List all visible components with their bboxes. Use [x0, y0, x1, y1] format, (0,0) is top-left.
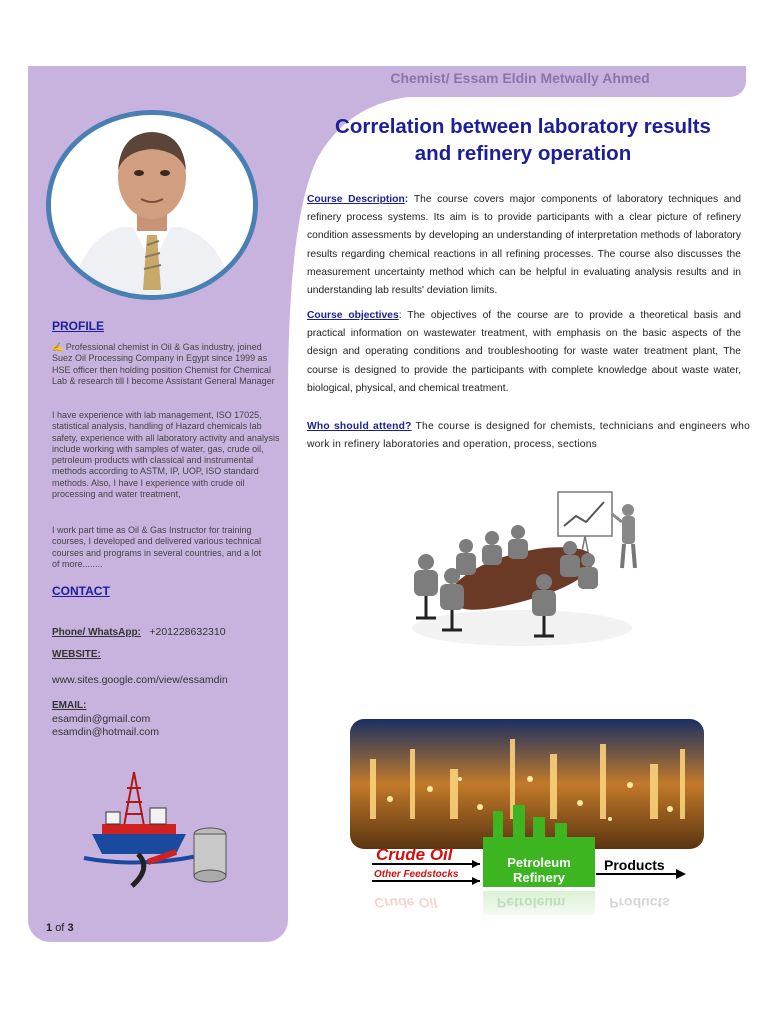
who-should-attend-label: Who should attend? — [307, 421, 412, 432]
email-link-1[interactable]: esamdin@gmail.com — [52, 713, 151, 725]
other-feedstocks-label: Other Feedstocks — [374, 869, 459, 880]
email-label: EMAIL: — [52, 700, 87, 711]
contact-heading: CONTACT — [52, 584, 110, 598]
course-objectives-text: The objectives of the course are to provide a theoretical basis and practical information on wastewater treatment, with emphasis on the basic aspects of the design and operating conditions and troubleshooting for waste water treatment plant, The course is designed to provide the participants with complete knowledge about waste water, biological, physical, and chemical treatment. — [307, 310, 741, 394]
email-link-2[interactable]: esamdin@hotmail.com — [52, 726, 159, 738]
profile-photo — [46, 110, 258, 300]
course-objectives: Course objectives: The objectives of the course are to provide a theoretical basis and practical information on wastewater treatment, with emphasis on the basic aspects of the design and operating conditions and troubleshooting for waste water treatment plant, The course is designed to provide the participants with complete knowledge about waste water, biological, physical, and chemical treatment. — [307, 310, 741, 394]
oil-rig-illustration — [78, 768, 230, 892]
profile-paragraph-3: I work part time as Oil & Gas Instructor for training courses, I developed and delivered various technical courses and programs in several countries, and a lot of more........ — [52, 525, 262, 569]
who-should-attend — [307, 418, 750, 454]
reflection-refinery: Petroleum — [496, 895, 566, 911]
page-current: 1 — [46, 922, 53, 934]
reflection — [374, 895, 694, 911]
website-link[interactable]: www.sites.google.com/view/essamdin — [52, 674, 228, 686]
profile-heading: PROFILE — [52, 319, 105, 333]
petroleum-refinery-label — [486, 855, 592, 885]
phone-value[interactable]: +201228632310 — [149, 626, 226, 638]
page-title: Correlation between laboratory results and refinery operation — [335, 115, 711, 165]
reflection-crude: Crude Oil — [374, 895, 438, 911]
course-description-text: The course covers major components of laboratory techniques and refinery process systems. Its aim is to provide participants with a clear picture of refinery condition assessments by developing an understanding of interpretation methods of laboratory results regarding chemical reactions in all refining processes. The course also discusses the measurement uncertainty method which can be helpful in evaluating analysis results and in understanding lab results' deviation limits. — [307, 194, 741, 297]
page-number — [46, 922, 74, 934]
crude-oil-label: Crude Oil — [376, 845, 453, 864]
phone-label: Phone/ WhatsApp: — [52, 627, 141, 638]
who-should-attend-text: The course is designed for chemists, technicians and engineers who work in refinery laboratories and operation, process, sections — [307, 421, 751, 451]
refinery-line-1: Petroleum — [507, 855, 571, 870]
page-total: 3 — [67, 922, 74, 934]
page-of: of — [55, 922, 65, 934]
author-name: Chemist/ Essam Eldin Metwally Ahmed — [390, 70, 650, 86]
reflection-products: Products — [609, 895, 670, 911]
refinery-graphic — [350, 719, 704, 925]
profile-paragraph-1 — [52, 342, 284, 387]
website-label: WEBSITE: — [52, 649, 101, 660]
course-description: Course Description: The course covers major components of laboratory techniques and refinery process systems. Its aim is to provide participants with a clear picture of refinery condition assessments by developing an understanding of interpretation methods of laboratory results regarding chemical reactions in all refining processes. The course also discusses the measurement uncertainty method which can be helpful in evaluating analysis results and in understanding lab results' deviation limits. — [307, 194, 741, 297]
profile-paragraph-1-text: Professional chemist in Oil & Gas industry, joined Suez Oil Processing Company in Egypt since 1999 as HSE officer then holding position Chemist for Chemical Lab & research till I become Assistant General Manager — [52, 342, 275, 386]
course-description-label: Course Description — [307, 194, 405, 205]
products-label: Products — [604, 857, 665, 873]
refinery-line-2: Refinery — [512, 870, 566, 885]
course-objectives-label: Course objectives — [307, 310, 399, 321]
profile-paragraph-2: I have experience with lab management, ISO 17025, statistical analysis, handling of Hazard chemicals lab safety, experience with all laboratory activity and analysis include working with samples of water, gas, crude oil, petroleum products with classical and instrumental methods according to ASTM, IP, UOP, ISO standard methods. Also, I have I experience with crude oil processing and water treatment, — [52, 410, 280, 500]
pen-icon: ✍ — [52, 342, 66, 352]
meeting-illustration — [404, 488, 650, 650]
phone-row — [52, 622, 226, 640]
